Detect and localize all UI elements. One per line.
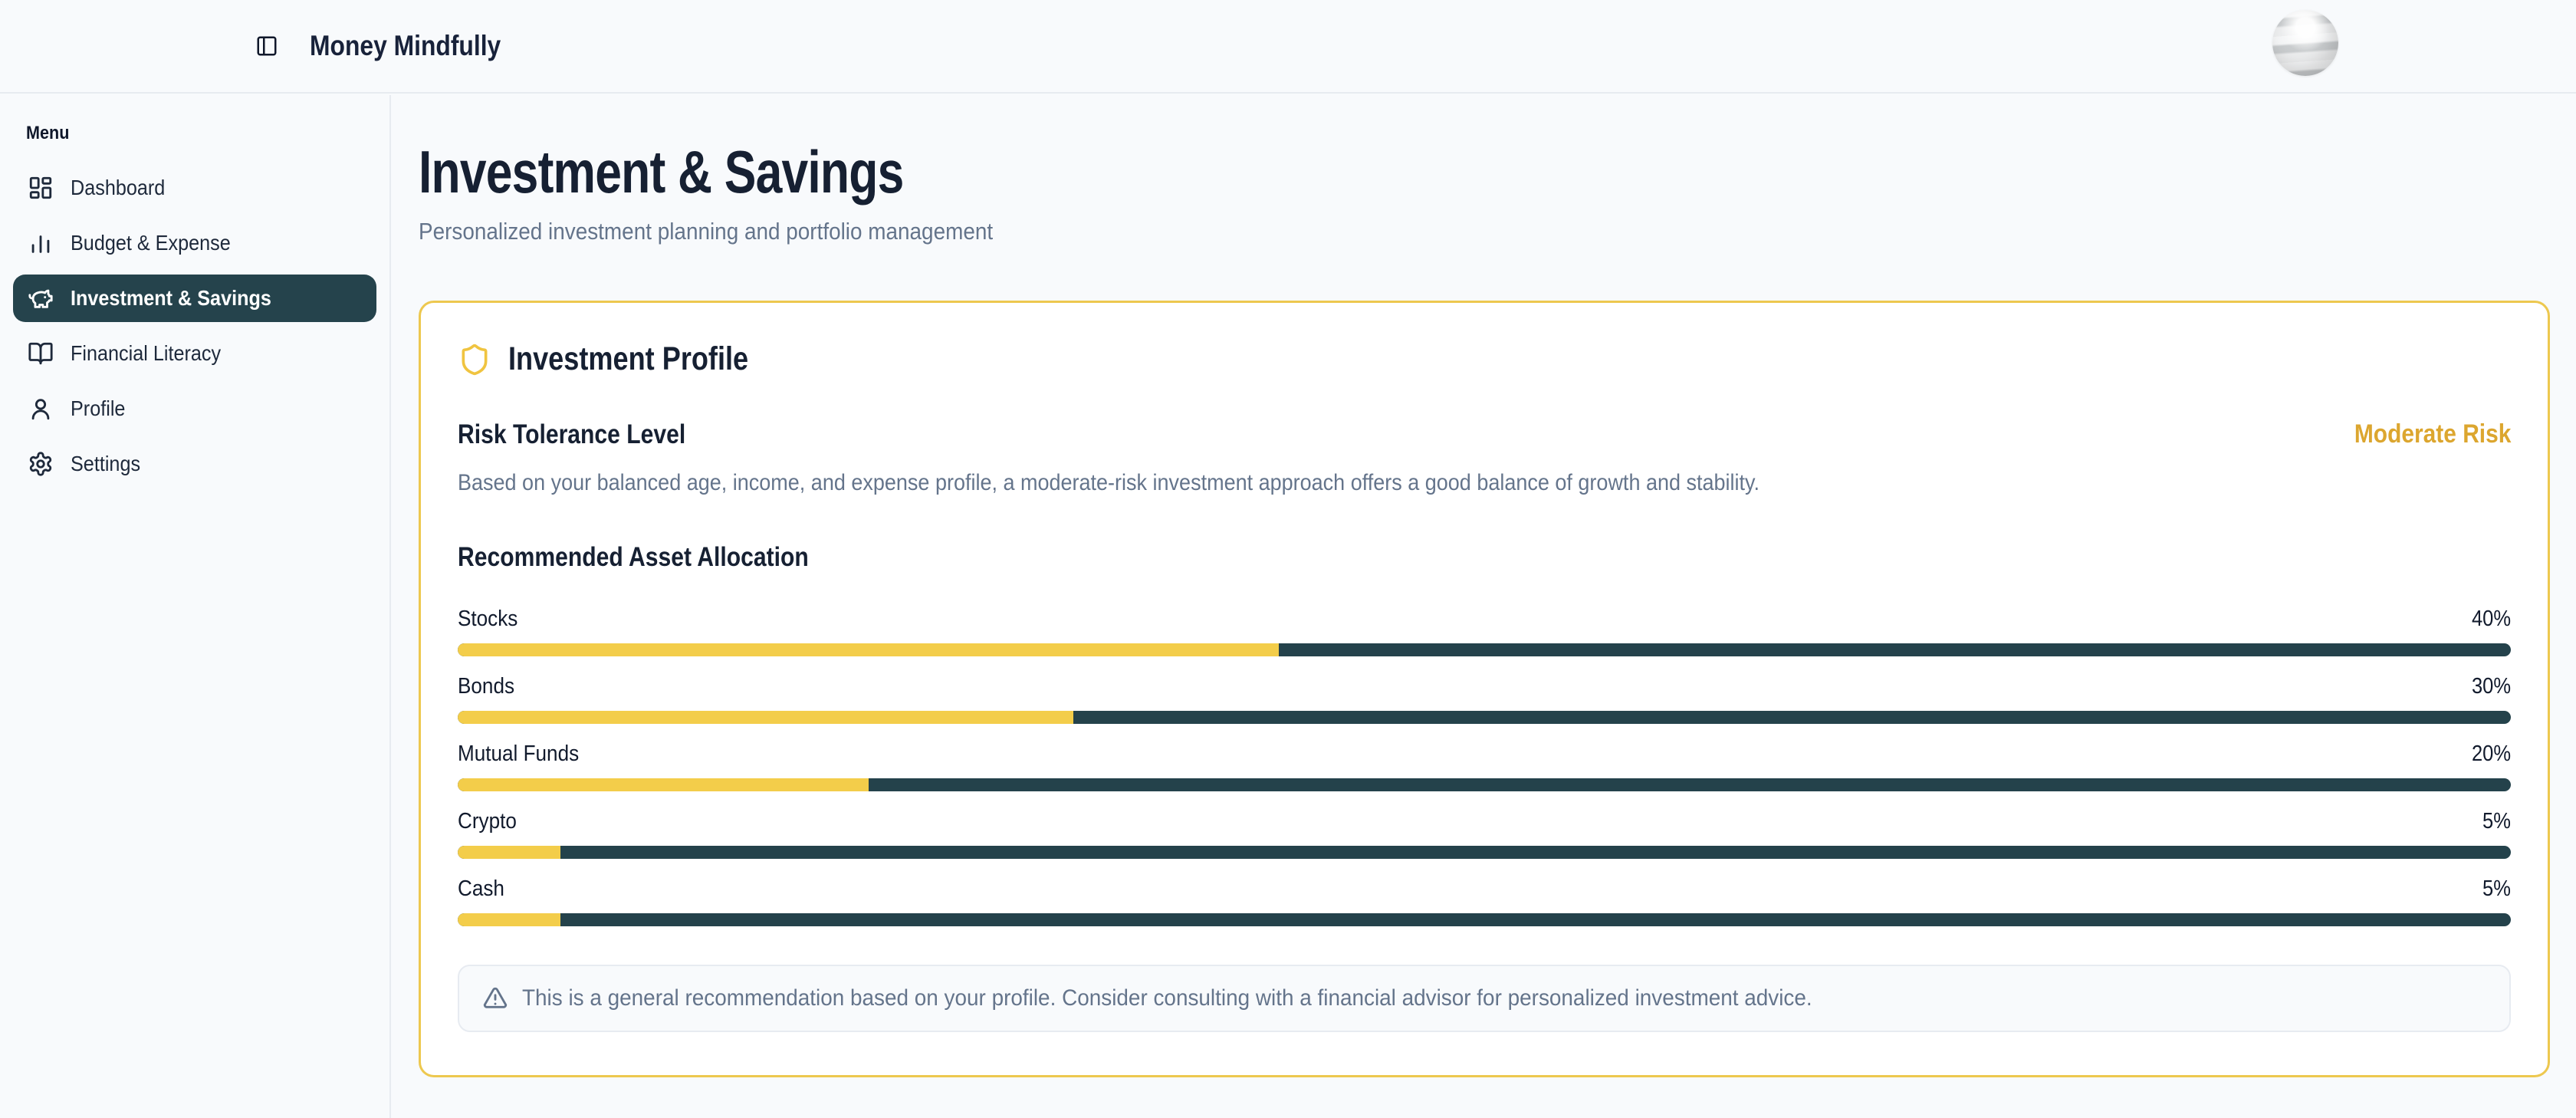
risk-tolerance-heading: Risk Tolerance Level: [458, 419, 686, 449]
main-content: [391, 94, 2576, 1118]
sidebar-item-label: Investment & Savings: [71, 286, 271, 310]
allocation-bar-track: [458, 778, 2511, 791]
sidebar-nav: [13, 164, 376, 488]
allocation-percent: 30%: [2471, 673, 2511, 699]
risk-tolerance-row: [458, 419, 2511, 450]
sidebar-item-label: Dashboard: [71, 176, 166, 199]
warning-triangle-icon: [482, 985, 508, 1011]
allocation-percent: 5%: [2482, 876, 2511, 901]
allocation-percent: 40%: [2471, 606, 2511, 631]
sidebar-item-profile[interactable]: [13, 385, 376, 432]
allocation-bar-fill: [458, 913, 560, 926]
panel-left-icon: [255, 35, 278, 58]
sidebar-item-financial-literacy[interactable]: [13, 330, 376, 377]
allocation-row-cash: [458, 876, 2511, 926]
risk-level-badge: Moderate Risk: [2354, 419, 2511, 449]
gear-icon: [28, 451, 54, 477]
piggy-bank-icon: [28, 285, 54, 311]
allocation-label: Stocks: [458, 606, 518, 631]
allocation-bar-track: [458, 846, 2511, 859]
page-title: Investment & Savings: [419, 138, 904, 206]
investment-profile-card: [419, 301, 2550, 1077]
app-title: Money Mindfully: [310, 30, 501, 61]
sidebar-toggle-button[interactable]: [250, 29, 284, 63]
allocation-bar-track: [458, 643, 2511, 656]
sidebar-item-label: Settings: [71, 452, 141, 475]
sidebar-item-settings[interactable]: [13, 440, 376, 488]
allocation-row-bonds: [458, 674, 2511, 724]
app-header: [0, 0, 2576, 94]
allocation-bar-fill: [458, 711, 1073, 724]
avatar[interactable]: [2272, 10, 2338, 76]
allocation-heading: Recommended Asset Allocation: [458, 541, 809, 572]
disclaimer-text: This is a general recommendation based on your profile. Consider consulting with a financial advisor for personalized investment advice.: [522, 985, 1812, 1011]
risk-description: Based on your balanced age, income, and expense profile, a moderate-risk investment approach offers a good balance of growth and stability.: [458, 469, 1760, 495]
sidebar-item-label: Profile: [71, 396, 126, 420]
allocation-bar-track: [458, 711, 2511, 724]
disclaimer-note: [458, 965, 2511, 1032]
card-title: Investment Profile: [508, 340, 749, 378]
allocation-bar-fill: [458, 778, 869, 791]
sidebar-menu-label: Menu: [26, 123, 70, 143]
allocation-label: Mutual Funds: [458, 741, 580, 766]
dashboard-icon: [28, 175, 54, 201]
page-subtitle: Personalized investment planning and portfolio management: [419, 217, 994, 245]
book-open-icon: [28, 340, 54, 367]
sidebar-item-dashboard[interactable]: [13, 164, 376, 212]
shield-icon: [458, 341, 491, 378]
allocation-row-mutual-funds: [458, 741, 2511, 791]
allocation-bar-track: [458, 913, 2511, 926]
allocation-row-crypto: [458, 809, 2511, 859]
sidebar-item-label: Budget & Expense: [71, 231, 231, 255]
sidebar-item-budget-expense[interactable]: [13, 219, 376, 267]
sidebar-item-label: Financial Literacy: [71, 341, 222, 365]
card-title-row: [458, 340, 2511, 380]
allocation-list: [458, 607, 2511, 926]
allocation-label: Bonds: [458, 673, 515, 699]
allocation-percent: 5%: [2482, 808, 2511, 834]
allocation-label: Cash: [458, 876, 504, 901]
allocation-percent: 20%: [2471, 741, 2511, 766]
allocation-bar-fill: [458, 643, 1279, 656]
allocation-bar-fill: [458, 846, 560, 859]
allocation-label: Crypto: [458, 808, 517, 834]
sidebar: [0, 95, 391, 1118]
user-icon: [28, 396, 54, 422]
bar-chart-icon: [28, 230, 54, 256]
sidebar-item-investment-savings[interactable]: [13, 275, 376, 322]
allocation-row-stocks: [458, 607, 2511, 656]
